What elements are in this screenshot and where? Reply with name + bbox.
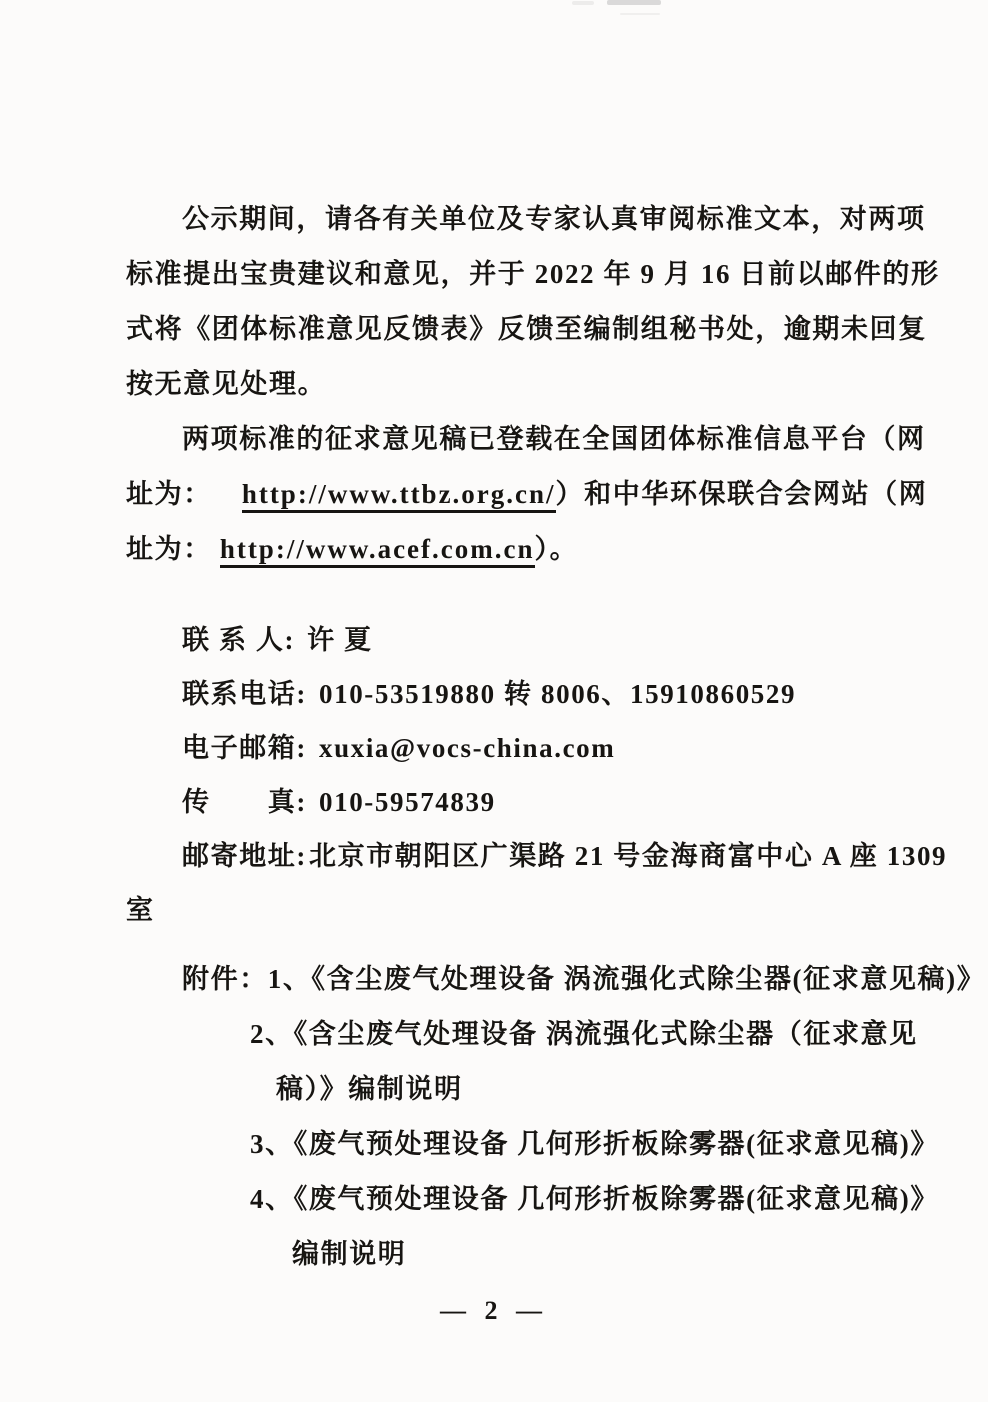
paragraph2-line2 <box>126 467 928 522</box>
attachment-item-2: 2、《含尘废气处理设备 涡流强化式除尘器（征求意见 <box>250 1019 918 1049</box>
paragraph2-line3-suffix: ）。 <box>534 534 579 564</box>
scan-smudge-artifact <box>620 13 660 15</box>
attachment-item-2-continuation: 稿）》编制说明 <box>276 1074 463 1104</box>
paragraph1-line1: 公示期间，请各有关单位及专家认真审阅标准文本，对两项 <box>182 204 926 234</box>
contact-address-label: 邮寄地址: <box>182 841 307 871</box>
contact-phone-label: 联系电话: <box>182 679 307 709</box>
paragraph2-line1: 两项标准的征求意见稿已登载在全国团体标准信息平台（网 <box>182 424 926 454</box>
contact-person-line <box>126 613 898 667</box>
attachments-list <box>126 952 986 1282</box>
contact-address-overflow-line: 室 <box>126 895 155 925</box>
contact-phone-value: 010-53519880 转 8006、15910860529 <box>319 679 797 709</box>
contact-phone-line <box>126 667 898 721</box>
ttbz-url-text: http://www.ttbz.org.cn/ <box>242 479 556 513</box>
contact-fax-value: 010-59574839 <box>319 787 496 817</box>
attachment-item-4: 4、《废气预处理设备 几何形折板除雾器(征求意见稿)》 <box>250 1184 939 1214</box>
contact-email-label: 电子邮箱: <box>182 733 307 763</box>
contact-info-block <box>126 613 948 937</box>
scan-smudge-artifact <box>607 0 661 5</box>
paragraph1-line4: 按无意见处理。 <box>126 369 327 399</box>
contact-fax-label: 传 真: <box>182 787 307 817</box>
contact-address-value: 北京市朝阳区广渠路 21 号金海商富中心 A 座 1309 <box>309 841 948 871</box>
paragraph2-line2-prefix: 址为： <box>126 479 212 509</box>
contact-email-value: xuxia@vocs-china.com <box>319 733 616 763</box>
contact-person-label: 联 系 人: <box>182 625 296 655</box>
attachment-item-3: 3、《废气预处理设备 几何形折板除雾器(征求意见稿)》 <box>250 1129 939 1159</box>
contact-email-line <box>126 721 898 775</box>
letter-body <box>126 192 940 577</box>
paragraph1-line2: 标准提出宝贵建议和意见，并于 2022 年 9 月 16 日前以邮件的形 <box>126 259 940 289</box>
attachment-item-4-continuation: 编制说明 <box>292 1239 407 1269</box>
page-number: — 2 — <box>440 1296 548 1325</box>
scan-smudge-artifact <box>572 1 594 5</box>
attachment-item-1: 附件：1、《含尘废气处理设备 涡流强化式除尘器(征求意见稿)》 <box>182 964 986 994</box>
acef-url-text: http://www.acef.com.cn <box>220 534 535 568</box>
paragraph2-line2-suffix: ）和中华环保联合会网站（网 <box>555 479 928 509</box>
contact-address-line <box>126 829 948 883</box>
paragraph2-line3-prefix: 址为： <box>126 534 212 564</box>
paragraph1-line3: 式将《团体标准意见反馈表》反馈至编制组秘书处，逾期未回复 <box>126 314 927 344</box>
contact-person-value: 许 夏 <box>307 625 373 655</box>
contact-fax-line <box>126 775 898 829</box>
paragraph2-line3 <box>126 522 898 577</box>
